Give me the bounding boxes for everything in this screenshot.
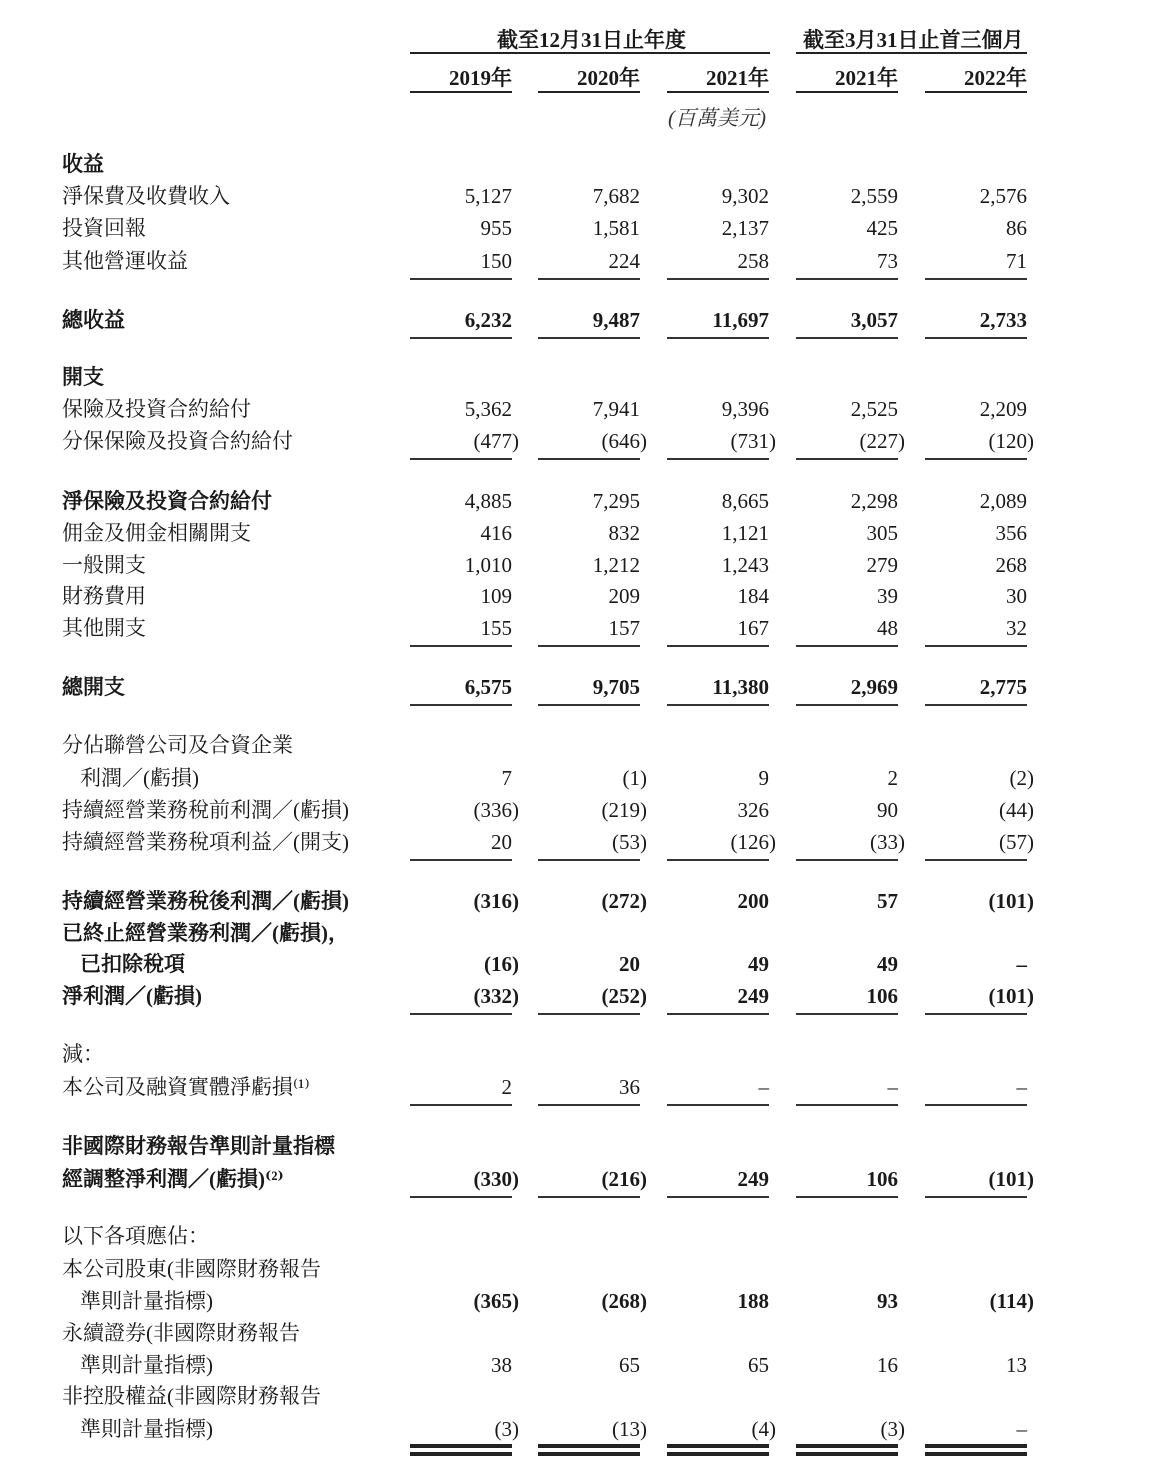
underline — [538, 645, 640, 647]
cell-value: (53) — [612, 830, 647, 854]
underline — [538, 337, 640, 339]
cell-value: – — [887, 1075, 898, 1099]
cell-value: 86 — [1006, 216, 1027, 240]
row-label: 總開支 — [62, 675, 125, 699]
cell-value: 2,733 — [979, 308, 1027, 332]
cell-value: 1,010 — [464, 553, 512, 577]
cell-value: – — [1016, 1417, 1027, 1441]
cell-value: 71 — [1006, 249, 1027, 273]
cell-value: 11,380 — [712, 675, 769, 699]
cell-value: 5,362 — [464, 397, 512, 421]
double-underline — [796, 1444, 898, 1456]
cell-value: 4,885 — [464, 489, 512, 513]
cell-value: 73 — [877, 249, 898, 273]
cell-value: 3,057 — [850, 308, 898, 332]
cell-value: 1,243 — [721, 553, 769, 577]
underline — [796, 1196, 898, 1198]
row-label: 本公司及融資實體淨虧損⁽¹⁾ — [62, 1075, 310, 1099]
cell-value: 2,525 — [850, 397, 898, 421]
cell-value: 1,581 — [592, 216, 640, 240]
cell-value: – — [1016, 1075, 1027, 1099]
cell-value: 268 — [995, 553, 1027, 577]
cell-value: (332) — [473, 984, 519, 1008]
year-header: 2019年 — [449, 66, 512, 90]
underline — [410, 1196, 512, 1198]
cell-value: (13) — [612, 1417, 647, 1441]
cell-value: 209 — [608, 584, 640, 608]
underline — [538, 1104, 640, 1106]
cell-value: 9,705 — [592, 675, 640, 699]
cell-value: (316) — [473, 889, 519, 913]
cell-value: 258 — [737, 249, 769, 273]
cell-value: 2 — [501, 1075, 512, 1099]
cell-value: (272) — [601, 889, 647, 913]
underline — [667, 704, 769, 706]
cell-value: 13 — [1006, 1353, 1027, 1377]
header-quarter-rule — [796, 52, 1027, 54]
cell-value: 249 — [737, 984, 769, 1008]
underline — [925, 704, 1027, 706]
year-header-rule — [410, 91, 512, 93]
cell-value: (268) — [601, 1289, 647, 1313]
cell-value: 2 — [887, 766, 898, 790]
cell-value: 8,665 — [721, 489, 769, 513]
row-label: 利潤／(虧損) — [80, 766, 199, 790]
underline — [925, 859, 1027, 861]
cell-value: (731) — [730, 429, 776, 453]
row-label: 淨保費及收費收入 — [62, 184, 230, 208]
cell-value: 65 — [748, 1353, 769, 1377]
underline — [410, 859, 512, 861]
cell-value: 326 — [737, 798, 769, 822]
row-label: 收益 — [62, 152, 104, 176]
cell-value: – — [758, 1075, 769, 1099]
cell-value: 106 — [866, 1167, 898, 1191]
row-label: 減： — [62, 1042, 104, 1066]
row-label: 保險及投資合約給付 — [62, 397, 251, 421]
cell-value: (114) — [989, 1289, 1034, 1313]
cell-value: 6,575 — [464, 675, 512, 699]
cell-value: 2,137 — [721, 216, 769, 240]
underline — [796, 859, 898, 861]
row-label: 其他開支 — [62, 616, 146, 640]
underline — [538, 859, 640, 861]
underline — [925, 278, 1027, 280]
underline — [925, 645, 1027, 647]
underline — [796, 278, 898, 280]
cell-value: (3) — [880, 1417, 905, 1441]
underline — [925, 337, 1027, 339]
header-annual-rule — [410, 52, 770, 54]
unit-label: (百萬美元) — [668, 106, 766, 130]
cell-value: 109 — [480, 584, 512, 608]
double-underline — [410, 1444, 512, 1456]
cell-value: 57 — [877, 889, 898, 913]
row-label: 永續證券(非國際財務報告 — [62, 1321, 300, 1345]
cell-value: 6,232 — [464, 308, 512, 332]
underline — [410, 458, 512, 460]
year-header-rule — [796, 91, 898, 93]
cell-value: 150 — [480, 249, 512, 273]
cell-value: (126) — [730, 830, 776, 854]
cell-value: (216) — [601, 1167, 647, 1191]
underline — [925, 458, 1027, 460]
cell-value: (101) — [988, 984, 1034, 1008]
cell-value: 9,396 — [721, 397, 769, 421]
underline — [667, 1104, 769, 1106]
cell-value: (4) — [751, 1417, 776, 1441]
row-label: 總收益 — [62, 308, 125, 332]
row-label: 其他營運收益 — [62, 249, 188, 273]
row-label: 經調整淨利潤／(虧損)⁽²⁾ — [62, 1167, 284, 1191]
cell-value: 167 — [737, 616, 769, 640]
year-header-rule — [925, 91, 1027, 93]
row-label: 準則計量指標) — [80, 1289, 213, 1313]
cell-value: (57) — [999, 830, 1034, 854]
cell-value: 48 — [877, 616, 898, 640]
cell-value: 305 — [866, 521, 898, 545]
cell-value: 356 — [995, 521, 1027, 545]
row-label: 以下各項應佔： — [62, 1224, 209, 1248]
cell-value: 39 — [877, 584, 898, 608]
cell-value: – — [1016, 952, 1027, 976]
row-label: 本公司股東(非國際財務報告 — [62, 1257, 321, 1281]
cell-value: 2,089 — [979, 489, 1027, 513]
row-label: 財務費用 — [62, 584, 146, 608]
year-header-rule — [538, 91, 640, 93]
cell-value: 7,941 — [592, 397, 640, 421]
double-underline — [925, 1444, 1027, 1456]
cell-value: 36 — [619, 1075, 640, 1099]
underline — [410, 1013, 512, 1015]
underline — [667, 458, 769, 460]
row-label: 一般開支 — [62, 553, 146, 577]
underline — [667, 337, 769, 339]
row-label: 分佔聯營公司及合資企業 — [62, 733, 293, 757]
cell-value: (2) — [1009, 766, 1034, 790]
cell-value: 65 — [619, 1353, 640, 1377]
cell-value: 279 — [866, 553, 898, 577]
cell-value: 20 — [619, 952, 640, 976]
underline — [667, 1196, 769, 1198]
cell-value: 7,682 — [592, 184, 640, 208]
cell-value: 157 — [608, 616, 640, 640]
underline — [667, 645, 769, 647]
cell-value: 2,775 — [979, 675, 1027, 699]
row-label: 淨保險及投資合約給付 — [62, 489, 272, 513]
cell-value: (101) — [988, 1167, 1034, 1191]
cell-value: 200 — [737, 889, 769, 913]
cell-value: 93 — [877, 1289, 898, 1313]
cell-value: 1,212 — [592, 553, 640, 577]
year-header: 2021年 — [835, 66, 898, 90]
cell-value: (252) — [601, 984, 647, 1008]
cell-value: 20 — [491, 830, 512, 854]
underline — [667, 278, 769, 280]
header-quarter-group: 截至3月31日止首三個月 — [803, 28, 1024, 52]
cell-value: 7 — [501, 766, 512, 790]
cell-value: 49 — [748, 952, 769, 976]
cell-value: (336) — [473, 798, 519, 822]
underline — [925, 1196, 1027, 1198]
cell-value: 2,559 — [850, 184, 898, 208]
row-label: 非控股權益(非國際財務報告 — [62, 1384, 321, 1408]
cell-value: 11,697 — [712, 308, 769, 332]
row-label: 準則計量指標) — [80, 1417, 213, 1441]
underline — [410, 337, 512, 339]
cell-value: (1) — [622, 766, 647, 790]
row-label: 佣金及佣金相關開支 — [62, 521, 251, 545]
cell-value: (33) — [870, 830, 905, 854]
row-label: 已扣除稅項 — [80, 952, 185, 976]
underline — [667, 859, 769, 861]
cell-value: (120) — [988, 429, 1034, 453]
cell-value: (477) — [473, 429, 519, 453]
cell-value: 416 — [480, 521, 512, 545]
cell-value: (16) — [484, 952, 519, 976]
cell-value: 16 — [877, 1353, 898, 1377]
underline — [538, 458, 640, 460]
cell-value: 32 — [1006, 616, 1027, 640]
underline — [538, 278, 640, 280]
cell-value: (219) — [601, 798, 647, 822]
cell-value: 425 — [866, 216, 898, 240]
row-label: 持續經營業務稅項利益／(開支) — [62, 830, 349, 854]
underline — [410, 704, 512, 706]
year-header: 2020年 — [577, 66, 640, 90]
row-label: 準則計量指標) — [80, 1353, 213, 1377]
row-label: 非國際財務報告準則計量指標 — [62, 1134, 335, 1158]
cell-value: 106 — [866, 984, 898, 1008]
underline — [925, 1104, 1027, 1106]
cell-value: 188 — [737, 1289, 769, 1313]
cell-value: 955 — [480, 216, 512, 240]
underline — [410, 645, 512, 647]
cell-value: 2,209 — [979, 397, 1027, 421]
cell-value: (44) — [999, 798, 1034, 822]
underline — [796, 337, 898, 339]
cell-value: 7,295 — [592, 489, 640, 513]
year-header: 2021年 — [706, 66, 769, 90]
underline — [410, 1104, 512, 1106]
row-label: 投資回報 — [62, 216, 146, 240]
underline — [538, 704, 640, 706]
cell-value: (101) — [988, 889, 1034, 913]
cell-value: 1,121 — [721, 521, 769, 545]
cell-value: 832 — [608, 521, 640, 545]
cell-value: (3) — [494, 1417, 519, 1441]
cell-value: (365) — [473, 1289, 519, 1313]
row-label: 持續經營業務稅前利潤／(虧損) — [62, 798, 349, 822]
cell-value: 2,298 — [850, 489, 898, 513]
cell-value: 2,969 — [850, 675, 898, 699]
cell-value: 9,487 — [592, 308, 640, 332]
cell-value: 184 — [737, 584, 769, 608]
underline — [538, 1013, 640, 1015]
row-label: 淨利潤／(虧損) — [62, 984, 202, 1008]
cell-value: 224 — [608, 249, 640, 273]
row-label: 持續經營業務稅後利潤／(虧損) — [62, 889, 349, 913]
underline — [667, 1013, 769, 1015]
underline — [410, 278, 512, 280]
cell-value: 49 — [877, 952, 898, 976]
cell-value: 5,127 — [464, 184, 512, 208]
cell-value: (227) — [859, 429, 905, 453]
cell-value: 2,576 — [979, 184, 1027, 208]
row-label: 已終止經營業務利潤／(虧損)， — [62, 921, 349, 945]
year-header: 2022年 — [964, 66, 1027, 90]
cell-value: (330) — [473, 1167, 519, 1191]
header-annual-group: 截至12月31日止年度 — [497, 28, 686, 52]
row-label: 分保保險及投資合約給付 — [62, 429, 293, 453]
underline — [796, 1013, 898, 1015]
cell-value: 155 — [480, 616, 512, 640]
row-label: 開支 — [62, 365, 104, 389]
cell-value: (646) — [601, 429, 647, 453]
cell-value: 9 — [758, 766, 769, 790]
cell-value: 249 — [737, 1167, 769, 1191]
year-header-rule — [667, 91, 769, 93]
underline — [796, 458, 898, 460]
underline — [538, 1196, 640, 1198]
underline — [796, 1104, 898, 1106]
cell-value: 9,302 — [721, 184, 769, 208]
cell-value: 30 — [1006, 584, 1027, 608]
double-underline — [538, 1444, 640, 1456]
cell-value: 38 — [491, 1353, 512, 1377]
cell-value: 90 — [877, 798, 898, 822]
underline — [796, 645, 898, 647]
double-underline — [667, 1444, 769, 1456]
underline — [925, 1013, 1027, 1015]
underline — [796, 704, 898, 706]
